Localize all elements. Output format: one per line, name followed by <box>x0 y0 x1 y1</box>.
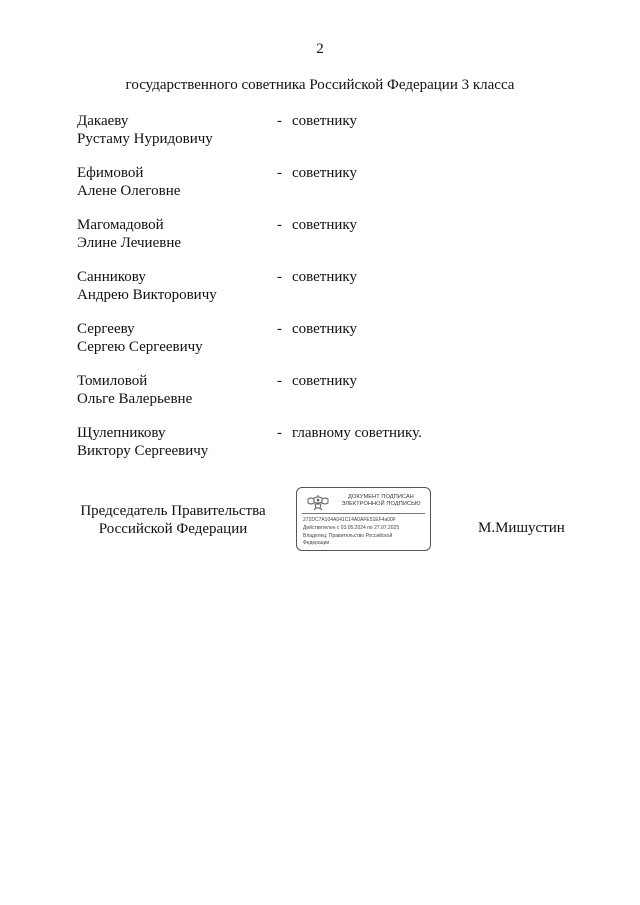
signer-name: М.Мишустин <box>478 520 565 536</box>
appointee-rank: советнику <box>292 269 357 285</box>
appointee-entry <box>77 216 577 268</box>
appointee-given-names: Ольге Валерьевне <box>77 391 193 407</box>
appointee-given-names: Андрею Викторовичу <box>77 287 217 303</box>
appointee-name <box>77 112 277 148</box>
appointee-surname: Щулепникову <box>77 425 166 441</box>
rank-heading: государственного советника Российской Федерации 3 класса <box>125 77 515 93</box>
electronic-signature-stamp <box>296 487 431 551</box>
appointee-surname: Магомадовой <box>77 217 164 233</box>
stamp-header <box>335 494 427 508</box>
entry-dash: - <box>277 425 282 441</box>
signer-title-line-2: Российской Федерации <box>98 521 248 537</box>
stamp-divider <box>302 513 425 514</box>
appointee-name <box>77 216 277 252</box>
appointee-surname: Сергееву <box>77 321 135 337</box>
entry-dash: - <box>277 269 282 285</box>
appointee-given-names: Сергею Сергеевичу <box>77 339 203 355</box>
stamp-owner-line-1: Владелец: Правительство Российской <box>303 533 393 539</box>
appointee-surname: Дакаеву <box>77 113 129 129</box>
appointee-rank: главному советнику. <box>292 425 422 441</box>
stamp-certificate: 272DC7A104A041C14A0AFE51EF4a00F <box>303 517 396 523</box>
appointee-entry <box>77 112 577 164</box>
appointee-given-names: Виктору Сергеевичу <box>77 443 209 459</box>
stamp-validity: Действителен с 03.05.2024 по 27.07.2025 <box>303 525 400 531</box>
stamp-owner-line-2: Федерации <box>303 540 330 546</box>
appointee-rank: советнику <box>292 321 357 337</box>
appointee-entry <box>77 372 577 424</box>
stamp-header-line-1: ДОКУМЕНТ ПОДПИСАН <box>348 494 414 500</box>
appointee-entry <box>77 424 577 476</box>
entry-dash: - <box>277 321 282 337</box>
appointee-given-names: Алене Олеговне <box>77 183 181 199</box>
page-number: 2 <box>316 41 324 57</box>
appointee-surname: Ефимовой <box>77 165 144 181</box>
signer-title <box>78 502 268 538</box>
coat-of-arms-icon <box>305 493 331 511</box>
appointee-name <box>77 320 277 356</box>
appointee-rank: советнику <box>292 165 357 181</box>
appointee-given-names: Рустаму Нуридовичу <box>77 131 213 147</box>
appointee-entry <box>77 164 577 216</box>
appointee-name <box>77 372 277 408</box>
appointee-rank: советнику <box>292 373 357 389</box>
appointee-entry <box>77 268 577 320</box>
appointee-name <box>77 164 277 200</box>
entry-dash: - <box>277 113 282 129</box>
appointee-rank: советнику <box>292 113 357 129</box>
appointee-list <box>77 112 577 476</box>
appointee-given-names: Элине Лечиевне <box>77 235 182 251</box>
appointee-rank: советнику <box>292 217 357 233</box>
entry-dash: - <box>277 217 282 233</box>
stamp-header-line-2: ЭЛЕКТРОННОЙ ПОДПИСЬЮ <box>341 501 421 507</box>
signature-block <box>0 494 640 560</box>
appointee-name <box>77 268 277 304</box>
appointee-name <box>77 424 277 460</box>
entry-dash: - <box>277 373 282 389</box>
appointee-entry <box>77 320 577 372</box>
appointee-surname: Томиловой <box>77 373 148 389</box>
signer-title-line-1: Председатель Правительства <box>80 503 266 519</box>
entry-dash: - <box>277 165 282 181</box>
appointee-surname: Санникову <box>77 269 146 285</box>
